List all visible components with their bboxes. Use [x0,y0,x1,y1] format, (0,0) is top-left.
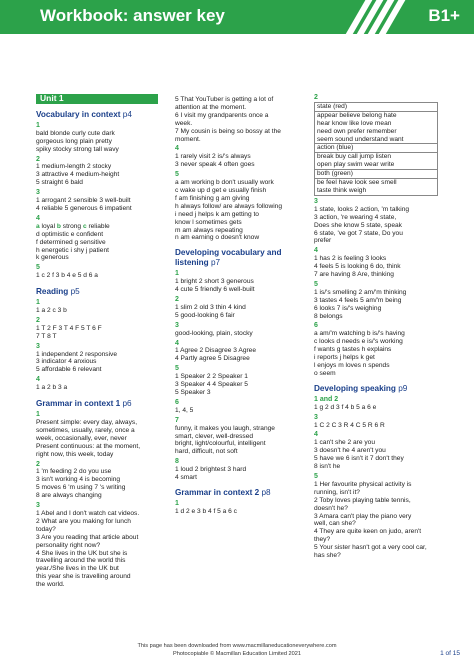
answer-line: 3 Speaker 4 4 Speaker 5 [175,381,248,389]
table-cell: appear believe belong hate hear know like love mean need own prefer remember seem sound understand want [315,112,437,145]
answer-line: l enjoys m loves n spends [314,362,390,369]
answer-line: week, occasionally, ever, never [36,434,127,442]
answer-line: h energetic i shy j patient [36,246,109,254]
answer-line: bright, light/colourful, intelligent [175,440,266,448]
answer-line: gorgeous long plain pretty [36,137,112,145]
answer-line: a am working b don't usually work [175,179,274,187]
exercise-number: 7 [175,416,179,424]
level-badge: B1+ [428,6,460,25]
exercise-number: 3 [314,413,318,421]
answer-line: 3 Are you reading that article about [36,533,139,541]
answer-line: the world. [36,581,65,589]
answer-line: 1 g 2 d 3 f 4 b 5 a 6 e [314,403,377,411]
section-title: Grammar in context 2 p8 [175,487,271,497]
answer-line: 1 c 2 f 3 b 4 e 5 d 6 a [36,272,98,280]
answer-line: 3 action, 're wearing 4 state, [314,213,397,221]
answer-line: 3 isn't working 4 is becoming [36,476,121,484]
answer-line: 1 slim 2 old 3 thin 4 kind [175,303,246,311]
answer-line: has she? [314,552,341,560]
answer-line: this year she is travelling around [36,573,131,581]
answer-line: 8 isn't he [314,463,341,471]
exercise-number: 4 [175,145,179,153]
answer-line: 8 belongs [314,312,343,320]
section-title: Developing vocabulary and listening p7 [175,248,282,268]
answer-line: c wake up d get e usually finish [175,186,267,194]
unit-banner: Unit 1 [36,94,158,104]
answer-line: 5 affordable 6 relevant [36,366,102,374]
answer-line: 1 can't she 2 are you [314,439,376,447]
answer-line: 3 doesn't he 4 aren't you [314,447,386,455]
exercise-number: 4 [314,431,318,439]
answer-line: 7 are having 8 Are, thinking [314,271,394,279]
exercise-number: 2 [314,94,318,101]
answer-line: 5 Your sister hasn't got a very cool car, [314,544,427,552]
answer-line: n am earning o doesn't know [175,234,260,242]
exercise-number: 1 [175,270,179,278]
exercise-number: 4 [175,339,179,347]
answer-line: 1 C 2 C 3 R 4 C 5 R 6 R [314,421,385,429]
answer-line: 5 Speaker 3 [175,389,211,396]
answer-line: 5 straight 6 bald [36,179,83,187]
answer-line: d optimistic e confident [36,230,104,238]
exercise-number: 3 [36,502,40,510]
table-header: action (blue) [315,144,437,153]
table-cell: break buy call jump listen open play swim wear write [315,153,437,170]
answer-line: 1 'm feeding 2 do you use [36,468,112,476]
answer-line: 1 a 2 c 3 b [36,307,67,315]
exercise-number: 3 [175,321,179,329]
exercise-number: 6 [175,398,179,406]
answer-line: a loyal b strong c reliable [36,222,110,230]
answer-line: 1 Agree 2 Disagree 3 Agree [175,347,257,355]
answer-line: i reports j helps k get [314,354,375,362]
answer-line: 4 They are quite keen on judo, aren't [314,528,422,536]
answer-line: know l sometimes gets [175,218,242,226]
answer-line: 4 smart [175,474,197,482]
answer-line: 1, 4, 5 [175,406,194,414]
column-2 [175,96,305,516]
answer-line: 3 Amara can't play the piano very [314,512,412,520]
answer-line: 1 d 2 e 3 b 4 f 5 a 6 c [175,507,237,515]
answer-line: 3 tastes 4 feels 5 am/'m being [314,296,402,304]
answer-line: 3 attractive 4 medium-height [36,171,120,179]
answer-line: 3 indicator 4 anxious [36,358,97,366]
section-title: Grammar in context 1 p6 [36,399,132,409]
answer-line: f wants g tastes h explains [314,346,392,354]
exercise-number: 1 and 2 [314,395,339,403]
exercise-number: 4 [36,376,40,384]
answer-line: 4 reliable 5 generous 6 impatient [36,204,132,212]
answer-line: k generous [36,254,69,262]
answer-line: 1 independent 2 responsive [36,350,118,358]
answer-line: funny, it makes you laugh, strange [175,424,275,432]
exercise-number: 2 [36,460,40,468]
answer-line: 7 My cousin is being so bossy at the [175,127,281,135]
exercise-number: 6 [314,322,318,330]
exercise-number: 5 [175,171,179,179]
answer-line: 4 cute 5 friendly 6 well-built [175,286,255,294]
answer-line: a am/'m watching b is/'s having [314,330,405,338]
answer-line: 1 a 2 b 3 a [36,384,68,392]
answer-line: 5 have we 6 isn't it 7 don't they [314,455,404,463]
answer-line: 1 medium-length 2 stocky [36,163,112,171]
answer-line: 5 moves 6 'm using 7 's writing [36,484,126,492]
table-header: state (red) [315,103,437,112]
answer-line: 2 What are you making for lunch [36,517,131,525]
exercise-number: 2 [36,155,40,163]
answer-line: 1 rarely visit 2 is/'s always [175,153,251,161]
answer-line: travelling around the world this [36,557,126,565]
answer-line: attention at the moment. [175,103,247,111]
answer-line: year./She lives in the UK but [36,565,119,573]
column-3 [314,94,440,560]
answer-line: 4 Partly agree 5 Disagree [175,355,250,363]
answer-line: c looks d needs e is/'s working [314,338,403,346]
answer-line: bald blonde curly cute dark [36,129,115,137]
section-title: Reading p5 [36,287,80,297]
answer-line: right now, this week, today [36,450,114,458]
exercise-number: 1 [36,411,40,419]
answer-line: o seem [314,369,336,377]
answer-line: Does she know 5 state, speak [314,221,402,229]
exercise-number: 4 [36,214,40,222]
answer-line: 1 T 2 F 3 T 4 F 5 T 6 F [36,324,102,332]
answer-line: 4 She lives in the UK but she is [36,549,128,557]
answer-line: f am finishing g am giving [175,194,250,202]
exercise-number: 1 [36,299,40,307]
answer-line: today? [36,525,56,533]
exercise-number: 3 [314,197,318,205]
page-number: 1 of 15 [440,650,460,657]
exercise-number: 5 [175,365,179,373]
answer-line: 1 Abel and I don't watch cat videos. [36,509,140,517]
answer-line: 8 are always changing [36,492,102,500]
answer-line: f determined g sensitive [36,238,106,246]
exercise-number: 2 [36,316,40,324]
answer-line: Present continuous: at the moment, [36,442,141,450]
answer-line: 5 That YouTuber is getting a lot of [175,96,274,103]
answer-line: 1 Her favourite physical activity is [314,480,412,488]
answer-line: good-looking, plain, stocky [175,329,253,337]
answer-line: 1 loud 2 brightest 3 hard [175,466,247,474]
answer-line: spiky stocky strong tall wavy [36,145,119,153]
column-1 [36,94,166,589]
exercise-number: 3 [36,342,40,350]
answer-line: 1 arrogant 2 sensible 3 well-built [36,197,131,205]
answer-line: Present simple: every day, always, [36,419,138,426]
page-title: Workbook: answer key [40,6,225,25]
exercise-number: 8 [175,458,179,466]
answer-line: 6 state, 've got 7 state, Do you [314,229,403,237]
answer-line: 7 T 8 T [36,332,57,340]
exercise-number: 1 [36,121,40,129]
answer-line: m am always repeating [175,226,243,234]
exercise-number: 3 [36,189,40,197]
table-cell: be feel have look see smell taste think weigh [317,179,397,194]
page-header [0,0,474,34]
answer-line: 2 Toby loves playing table tennis, [314,496,411,504]
exercise-number: 5 [36,264,40,272]
section-title: Developing speaking p9 [314,383,408,393]
exercise-number: 5 [314,280,318,288]
exercise-number: 2 [175,296,179,304]
answer-line: week. [175,119,193,127]
answer-line: smart, clever, well-dressed [175,432,254,440]
answer-line: 1 state, looks 2 action, 'm talking [314,205,410,213]
answer-line: well, can she? [314,520,356,528]
answer-line: moment. [175,135,201,143]
answer-line: h always follow/ are always following [175,202,283,210]
table-header: both (green) [315,170,437,179]
answer-line: 4 feels 5 is looking 6 do, think [314,263,401,271]
answer-line: doesn't he? [314,504,348,512]
exercise-number: 1 [175,499,179,507]
exercise-number: 4 [314,247,318,255]
answer-line: running, isn't it? [314,488,360,496]
answer-line: prefer [314,237,332,245]
verb-table [314,102,438,196]
footer-copyright: Photocopiable © Macmillan Education Limited 2021 [173,651,301,657]
section-title: Vocabulary in context p4 [36,109,132,119]
answer-line: 6 I visit my grandparents once a [175,111,269,119]
answer-line: personality right now? [36,541,101,549]
answer-line: 6 looks 7 is/'s weighing [314,304,382,312]
answer-line: hard, difficult, not soft [175,448,238,456]
answer-line: 3 never speak 4 often goes [175,161,255,169]
answer-line: they? [314,536,331,544]
exercise-number: 5 [314,472,318,480]
answer-line: 1 bright 2 short 3 generous [175,278,254,286]
answer-line: 5 good-looking 6 fair [175,311,235,319]
answer-line: 1 Speaker 2 2 Speaker 1 [175,373,248,381]
answer-line: i need j helps k am getting to [175,210,259,218]
answer-line: 1 has 2 is feeling 3 looks [314,255,387,263]
answer-line: 1 is/'s smelling 2 am/'m thinking [314,288,407,296]
footer-download-note: This page has been downloaded from www.macmillaneducationeverywhere.com [137,643,337,649]
answer-line: sometimes, usually, rarely, once a [36,426,135,434]
